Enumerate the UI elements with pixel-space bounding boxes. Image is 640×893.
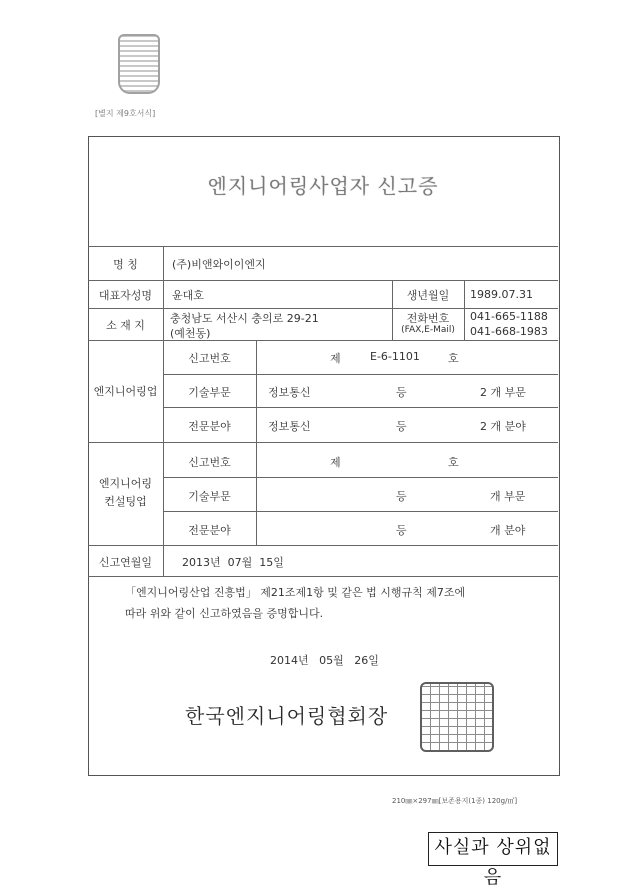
con-report-no-label: 신고번호	[188, 456, 231, 469]
consulting-group-label-line2: 컨설팅업	[104, 495, 147, 508]
row-line	[88, 308, 558, 309]
address-line2: (예천동)	[170, 327, 211, 340]
consulting-group-label-line1: 엔지니어링	[98, 477, 153, 490]
representative-name: 윤대호	[172, 289, 204, 302]
eng-special-count: 2 개 분야	[480, 420, 526, 433]
con-report-no-prefix: 제	[330, 456, 341, 469]
company-name: (주)비앤와이이엔지	[172, 258, 266, 271]
representative-label: 대표자성명	[98, 289, 153, 302]
fax-email-label: (FAX,E-Mail)	[401, 325, 455, 335]
form-number: [별지 제9호서식]	[95, 109, 156, 118]
fax-number: 041-668-1983	[470, 325, 548, 338]
eng-report-no-label: 신고번호	[188, 352, 231, 365]
eng-report-no-prefix: 제	[330, 352, 341, 365]
column-line	[256, 340, 257, 545]
con-tech-etc: 등	[396, 490, 407, 503]
engineering-group-label: 엔지니어링업	[93, 385, 158, 398]
row-line	[88, 545, 558, 546]
birth-date-label: 생년월일	[406, 289, 450, 302]
birth-date: 1989.07.31	[470, 288, 533, 301]
eng-special-etc: 등	[396, 420, 407, 433]
address-label: 소 재 지	[106, 319, 145, 332]
row-line	[88, 340, 558, 341]
report-date: 2013년 07월 15일	[182, 556, 284, 569]
con-report-no-suffix: 호	[448, 456, 459, 469]
paper-spec-note: 210㎜×297㎜[보존용지(1종) 120g/㎡]	[392, 797, 518, 805]
con-special-count: 개 분야	[490, 524, 526, 537]
table-top-line	[88, 246, 558, 247]
con-tech-label: 기술부문	[188, 490, 231, 503]
con-tech-count: 개 부문	[490, 490, 526, 503]
eng-tech-etc: 등	[396, 386, 407, 399]
con-special-label: 전문분야	[188, 524, 231, 537]
true-copy-stamp: 사실과 상위없음	[428, 832, 558, 866]
certificate-title: 엔지니어링사업자 신고증	[207, 174, 439, 198]
eng-special-value: 정보통신	[268, 420, 311, 433]
name-label: 명 칭	[113, 258, 138, 271]
eng-tech-count: 2 개 부문	[480, 386, 526, 399]
phone-label: 전화번호	[406, 312, 450, 325]
row-line	[163, 511, 558, 512]
phone-number: 041-665-1188	[470, 310, 548, 323]
report-date-label: 신고연월일	[98, 556, 153, 569]
certificate-frame	[88, 136, 560, 776]
issue-date: 2014년 05월 26일	[270, 654, 379, 667]
column-line	[464, 280, 465, 340]
eng-tech-value: 정보통신	[268, 386, 311, 399]
row-line	[163, 374, 558, 375]
statement-line2: 따라 위와 같이 신고하였음을 증명합니다.	[125, 607, 324, 620]
row-line	[163, 477, 558, 478]
row-line	[163, 407, 558, 408]
con-special-etc: 등	[396, 524, 407, 537]
eng-special-label: 전문분야	[188, 420, 231, 433]
eng-report-no: E-6-1101	[370, 350, 420, 363]
eng-tech-label: 기술부문	[188, 386, 231, 399]
issuer-name: 한국엔지니어링협회장	[185, 704, 389, 728]
row-line	[88, 442, 558, 443]
row-line	[88, 280, 558, 281]
eng-report-no-suffix: 호	[448, 352, 459, 365]
table-bottom-line	[88, 576, 558, 577]
address-line1: 충청남도 서산시 충의로 29-21	[170, 312, 319, 325]
top-seal-image	[118, 34, 160, 94]
statement-line1: 「엔지니어링산업 진흥법」 제21조제1항 및 같은 법 시행규칙 제7조에	[125, 586, 466, 599]
official-seal-image	[420, 682, 494, 752]
